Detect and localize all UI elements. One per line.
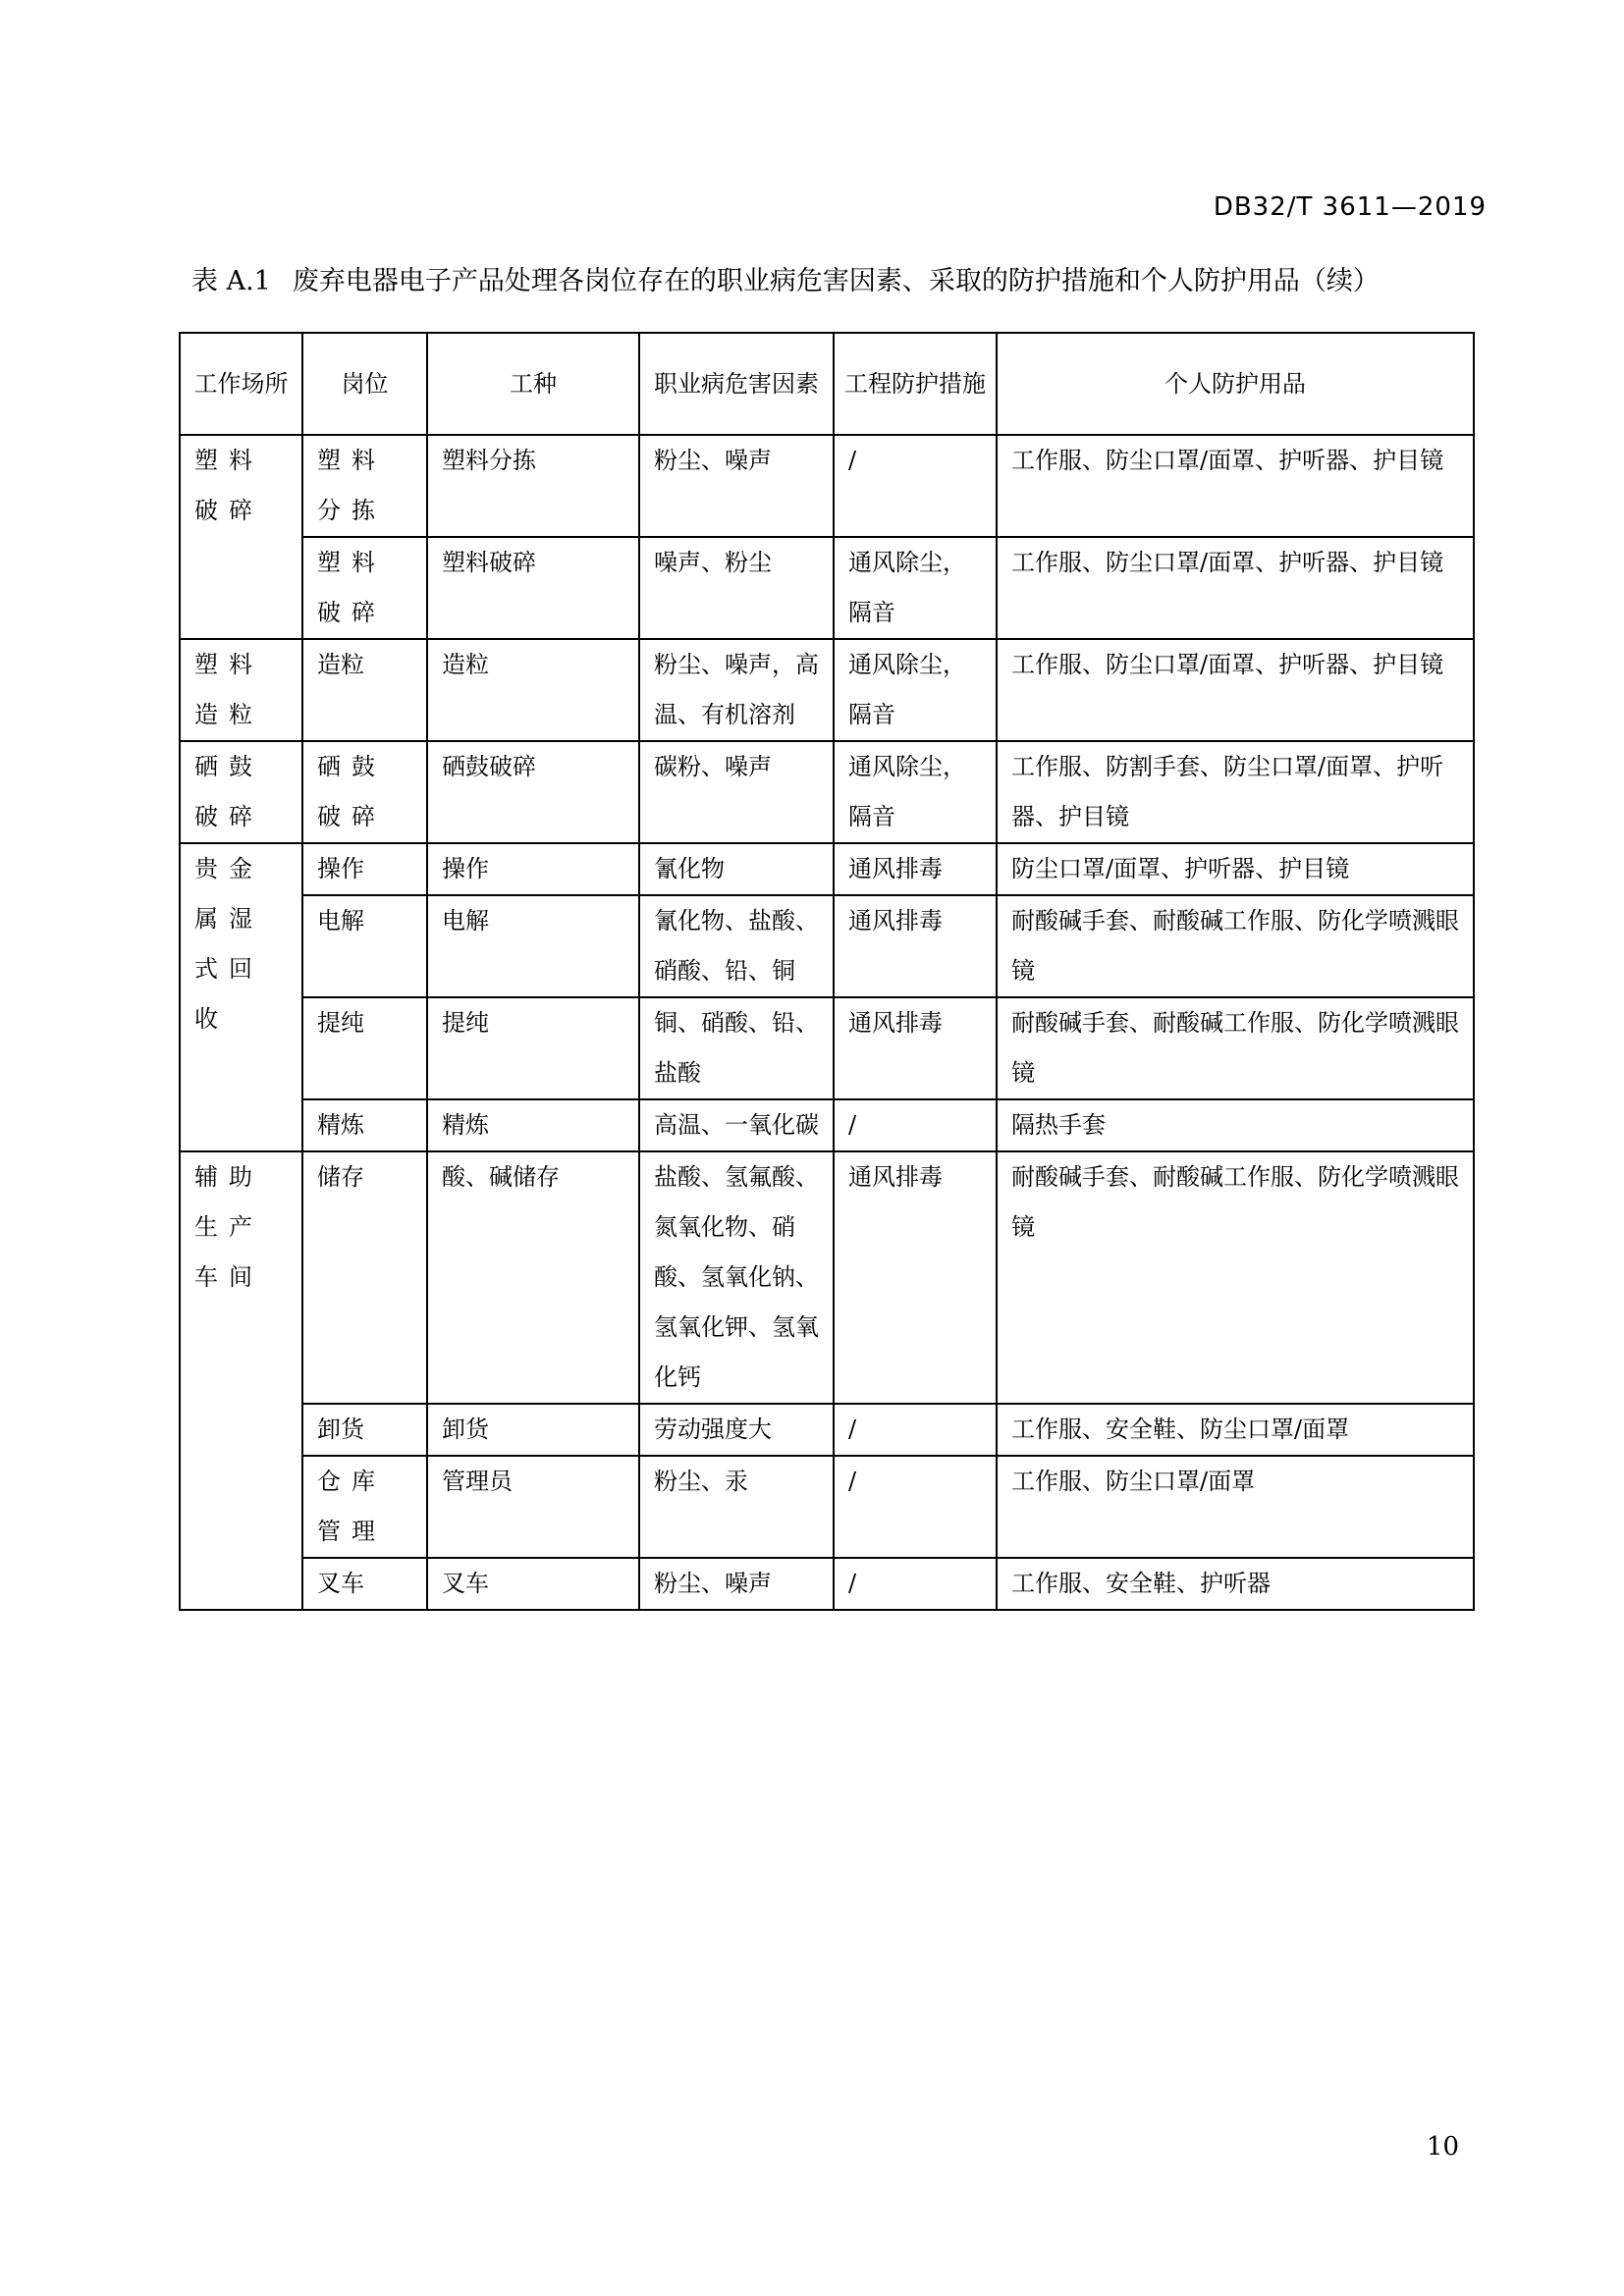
cell-job: 酸、碱储存 (427, 1151, 639, 1404)
table-row (180, 1558, 1474, 1610)
cell-hazards: 氰化物 (639, 843, 834, 895)
document-code: DB32/T 3611—2019 (1213, 192, 1487, 222)
table-row (180, 997, 1474, 1099)
cell-ppe: 工作服、安全鞋、护听器 (997, 1558, 1474, 1610)
cell-ppe: 耐酸碱手套、耐酸碱工作服、防化学喷溅眼镜 (997, 1151, 1474, 1404)
cell-workplace: 贵金属湿式回收 (180, 843, 302, 1151)
header-ppe: 个人防护用品 (997, 333, 1474, 435)
cell-hazards: 盐酸、氢氟酸、氮氧化物、硝酸、氢氧化钠、氢氧化钾、氢氧化钙 (639, 1151, 834, 1404)
cell-hazards: 碳粉、噪声 (639, 741, 834, 843)
cell-workplace: 辅助生产车间 (180, 1151, 302, 1610)
cell-hazards: 粉尘、噪声 (639, 1558, 834, 1610)
cell-post: 塑料破碎 (302, 537, 427, 639)
table-title (191, 259, 1488, 297)
table-row (180, 895, 1474, 997)
table-row (180, 843, 1474, 895)
cell-engineering: 通风排毒 (834, 895, 997, 997)
cell-job: 叉车 (427, 1558, 639, 1610)
cell-post: 造粒 (302, 639, 427, 741)
header-job: 工种 (427, 333, 639, 435)
cell-job: 塑料分拣 (427, 435, 639, 537)
cell-post: 精炼 (302, 1099, 427, 1151)
cell-engineering: 通风除尘，隔音 (834, 741, 997, 843)
cell-engineering: 通风排毒 (834, 1151, 997, 1404)
cell-hazards: 高温、一氧化碳 (639, 1099, 834, 1151)
cell-job: 提纯 (427, 997, 639, 1099)
cell-post: 操作 (302, 843, 427, 895)
cell-ppe: 工作服、防尘口罩/面罩 (997, 1456, 1474, 1558)
header-post: 岗位 (302, 333, 427, 435)
cell-ppe: 工作服、安全鞋、防尘口罩/面罩 (997, 1404, 1474, 1456)
table-title-text: 废弃电器电子产品处理各岗位存在的职业病危害因素、采取的防护措施和个人防护用品（续） (292, 266, 1380, 296)
cell-workplace: 硒鼓破碎 (180, 741, 302, 843)
cell-workplace: 塑料造粒 (180, 639, 302, 741)
cell-job: 电解 (427, 895, 639, 997)
header-hazards: 职业病危害因素 (639, 333, 834, 435)
table-header-row (180, 333, 1474, 435)
cell-job: 管理员 (427, 1456, 639, 1558)
cell-hazards: 铜、硝酸、铅、盐酸 (639, 997, 834, 1099)
cell-job: 精炼 (427, 1099, 639, 1151)
cell-workplace: 塑料破碎 (180, 435, 302, 639)
table-row (180, 537, 1474, 639)
cell-hazards: 劳动强度大 (639, 1404, 834, 1456)
header-engineering: 工程防护措施 (834, 333, 997, 435)
cell-post: 塑料分拣 (302, 435, 427, 537)
cell-hazards: 噪声、粉尘 (639, 537, 834, 639)
cell-engineering: 通风排毒 (834, 843, 997, 895)
table-row (180, 1404, 1474, 1456)
cell-ppe: 工作服、防尘口罩/面罩、护听器、护目镜 (997, 639, 1474, 741)
cell-engineering: 通风除尘，隔音 (834, 639, 997, 741)
cell-hazards: 粉尘、汞 (639, 1456, 834, 1558)
hazard-table (179, 332, 1475, 1611)
cell-post: 储存 (302, 1151, 427, 1404)
cell-post: 卸货 (302, 1404, 427, 1456)
cell-ppe: 耐酸碱手套、耐酸碱工作服、防化学喷溅眼镜 (997, 895, 1474, 997)
cell-post: 提纯 (302, 997, 427, 1099)
cell-engineering: 通风除尘，隔音 (834, 537, 997, 639)
cell-ppe: 防尘口罩/面罩、护听器、护目镜 (997, 843, 1474, 895)
cell-ppe: 工作服、防割手套、防尘口罩/面罩、护听器、护目镜 (997, 741, 1474, 843)
table-row (180, 1099, 1474, 1151)
cell-job: 造粒 (427, 639, 639, 741)
cell-engineering: / (834, 435, 997, 537)
cell-engineering: / (834, 1099, 997, 1151)
cell-engineering: / (834, 1558, 997, 1610)
page-number: 10 (1426, 2132, 1459, 2162)
cell-job: 塑料破碎 (427, 537, 639, 639)
cell-engineering: / (834, 1404, 997, 1456)
cell-hazards: 氰化物、盐酸、硝酸、铅、铜 (639, 895, 834, 997)
table-row (180, 1456, 1474, 1558)
cell-engineering: / (834, 1456, 997, 1558)
cell-post: 电解 (302, 895, 427, 997)
cell-hazards: 粉尘、噪声，高温、有机溶剂 (639, 639, 834, 741)
cell-hazards: 粉尘、噪声 (639, 435, 834, 537)
header-workplace: 工作场所 (180, 333, 302, 435)
cell-ppe: 隔热手套 (997, 1099, 1474, 1151)
cell-engineering: 通风排毒 (834, 997, 997, 1099)
cell-ppe: 工作服、防尘口罩/面罩、护听器、护目镜 (997, 537, 1474, 639)
cell-job: 卸货 (427, 1404, 639, 1456)
table-row (180, 639, 1474, 741)
cell-ppe: 工作服、防尘口罩/面罩、护听器、护目镜 (997, 435, 1474, 537)
cell-post: 叉车 (302, 1558, 427, 1610)
cell-ppe: 耐酸碱手套、耐酸碱工作服、防化学喷溅眼镜 (997, 997, 1474, 1099)
table-row (180, 1151, 1474, 1404)
cell-job: 硒鼓破碎 (427, 741, 639, 843)
cell-post: 硒鼓破碎 (302, 741, 427, 843)
cell-post: 仓库管理 (302, 1456, 427, 1558)
cell-job: 操作 (427, 843, 639, 895)
table-number: 表 A.1 (191, 266, 271, 296)
table-row (180, 435, 1474, 537)
table-row (180, 741, 1474, 843)
